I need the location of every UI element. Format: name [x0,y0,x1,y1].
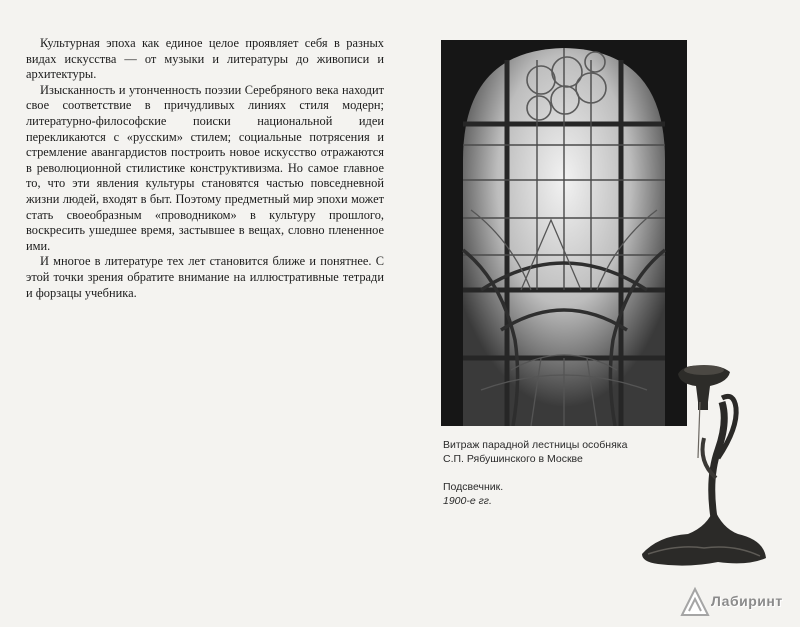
watermark-text: Лабиринт [711,593,783,609]
page-header [26,6,106,20]
main-text [26,36,384,301]
candlestick-title: Подсвечник. [443,481,504,493]
paragraph-1: Культурная эпоха как единое целое проявляет себя в разных видах искусства — от музыки и литературы до живописи и архитектуры. [26,36,384,82]
candlestick-caption [443,480,603,508]
candlestick-photo [638,358,770,570]
labirint-logo-icon [678,585,712,619]
paragraph-3: И многое в литературе тех лет становится ближе и понятнее. С этой точки зрения обратите внимание на иллюстративные тетради и форзацы учебника. [26,254,384,300]
candlestick-year: 1900-е гг. [443,495,492,507]
paragraph-2: Изысканность и утонченность поэзии Серебряного века находит свое соответствие в причудливых линиях стиля модерн; литературно-философские поиски национальной идеи перекликаются с «русским» стилем; социальные потрясения и стремление авангардистов построить новое искусство отражаются в революционной стилистике конструктивизма. Но самое главное то, что эти явления культуры становятся частью повседневной жизни людей, входят в быт. Поэтому предметный мир эпохи может стать своеобразным «проводником» в культуру прошлого, воскресить ушедшее время, застывшее в вещах, словно плененное ими. [26,82,384,253]
stained-glass-caption: Витраж парадной лестницы особняка С.П. Рябушинского в Москве [443,439,628,465]
watermark [678,585,796,619]
candlestick-icon [638,358,770,570]
